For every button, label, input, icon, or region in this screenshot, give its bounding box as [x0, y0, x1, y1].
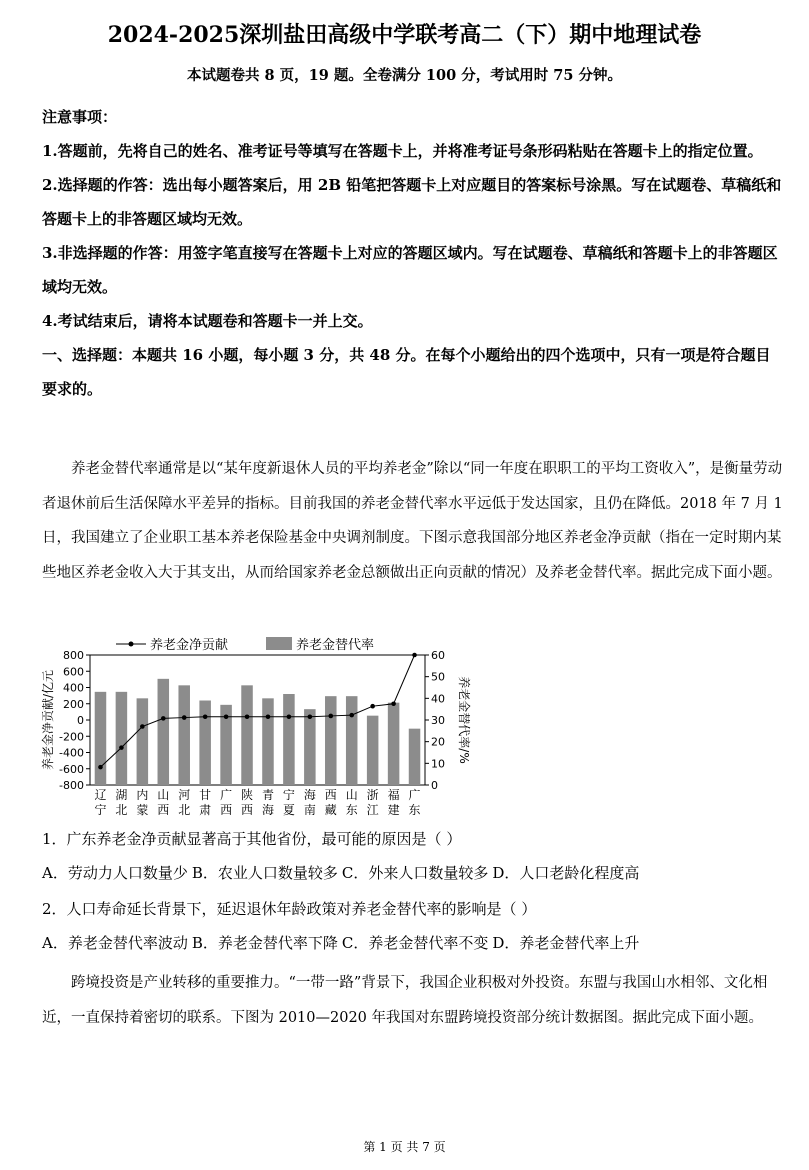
contribution-point	[161, 716, 166, 721]
note-item: 3.非选择题的作答：用签字笔直接写在答题卡上对应的答题区域内。写在试题卷、草稿纸和答题卡上的非答题区域均无效。	[42, 244, 778, 296]
category-label: 海	[303, 788, 316, 802]
option-d[interactable]: D．养老金替代率上升	[492, 934, 640, 952]
rate-bar	[304, 709, 316, 785]
category-label: 西	[157, 803, 170, 817]
category-label: 蒙	[136, 803, 149, 817]
question-options	[42, 926, 784, 960]
rate-bar	[325, 696, 337, 785]
contribution-point	[370, 704, 375, 709]
option-b[interactable]: B．养老金替代率下降	[191, 934, 338, 952]
rate-bar	[262, 698, 274, 785]
right-tick-label: 0	[431, 779, 438, 792]
rate-bar	[388, 703, 400, 785]
right-tick-label: 40	[431, 692, 445, 706]
option-a[interactable]: A．养老金替代率波动	[42, 934, 188, 952]
category-label: 东	[345, 803, 358, 817]
question-2	[42, 892, 784, 960]
contribution-point	[203, 714, 208, 719]
section-heading: 一、选择题：本题共 16 小题，每小题 3 分，共 48 分。在每个小题给出的四个选项中，只有一项是符合题目要求的。	[42, 346, 771, 398]
contribution-point	[224, 714, 229, 719]
option-c[interactable]: C．养老金替代率不变	[341, 934, 489, 952]
right-axis-ticks	[425, 649, 445, 792]
contribution-point	[391, 701, 396, 706]
left-axis-ticks	[59, 649, 90, 792]
category-label: 广	[408, 788, 421, 802]
contribution-point	[287, 714, 292, 719]
note-item: 4.考试结束后，请将本试题卷和答题卡一并上交。	[42, 312, 373, 330]
contribution-point	[349, 713, 354, 718]
question-options	[42, 856, 784, 890]
contribution-point	[266, 714, 271, 719]
category-label: 浙	[366, 788, 379, 802]
passage-text: 跨境投资是产业转移的重要推力。“一带一路”背景下，我国企业积极对外投资。东盟与我国山水相邻、文化相近，一直保持着密切的联系。下图为 2010—2020 年我国对东盟跨境投资部分统计数据图。据此完成下面小题。	[42, 975, 768, 1026]
passage-pension	[42, 452, 784, 590]
left-tick-label: 800	[63, 649, 84, 662]
contribution-point	[140, 724, 145, 729]
category-label: 西	[241, 803, 254, 817]
right-tick-label: 10	[431, 757, 445, 771]
rate-bar	[158, 679, 170, 785]
rate-bar	[367, 716, 379, 785]
rate-bar	[409, 729, 421, 785]
category-label: 山	[157, 788, 170, 802]
category-label: 东	[408, 803, 421, 817]
category-label: 宁	[282, 788, 295, 802]
rate-bar	[137, 698, 149, 785]
rate-bar	[95, 692, 107, 785]
option-c[interactable]: C．外来人口数量较多	[341, 864, 489, 882]
notes-heading: 注意事项：	[42, 108, 118, 126]
category-label: 甘	[199, 788, 212, 802]
contribution-point	[245, 714, 250, 719]
rate-bar	[346, 696, 358, 785]
category-label: 山	[345, 788, 358, 802]
category-label: 内	[136, 788, 149, 802]
chart-svg	[36, 630, 476, 820]
legend-bar-symbol	[266, 637, 292, 650]
category-label: 北	[115, 803, 128, 817]
left-tick-label: 0	[77, 714, 84, 727]
category-label: 河	[178, 788, 191, 802]
notes-section	[42, 100, 782, 406]
right-tick-label: 60	[431, 649, 445, 662]
category-label: 辽	[94, 788, 107, 802]
left-tick-label: 400	[63, 681, 84, 695]
category-label: 夏	[282, 803, 295, 817]
left-tick-label: -600	[59, 762, 84, 776]
rate-bar	[199, 701, 211, 786]
option-d[interactable]: D．人口老龄化程度高	[492, 864, 640, 882]
option-a[interactable]: A．劳动力人口数量少	[42, 864, 188, 882]
rate-bar	[178, 685, 190, 785]
left-tick-label: -200	[59, 730, 84, 744]
category-label: 湖	[115, 788, 128, 802]
option-b[interactable]: B．农业人口数量较多	[191, 864, 338, 882]
category-label: 广	[220, 788, 233, 802]
left-tick-label: -400	[59, 746, 84, 760]
category-label: 北	[178, 803, 191, 817]
bar-series	[95, 679, 421, 785]
right-axis-label: 养老金替代率/%	[457, 676, 471, 764]
category-labels	[94, 787, 420, 817]
passage-text: 养老金替代率通常是以“某年度新退休人员的平均养老金”除以“同一年度在职职工的平均工资收入”，是衡量劳动者退休前后生活保障水平差异的指标。目前我国的养老金替代率水平远低于发达国家，且仍在降低。2018 年 7 月 1 日，我国建立了企业职工基本养老保险基金中央调剂制度。下图示意我国部分地区养老金净贡献（指在一定时期内某些地区养老金收入大于其支出，从而给国家养老金总额做出正向贡献的情况）及养老金替代率。据此完成下面小题。	[42, 461, 783, 581]
category-label: 宁	[94, 803, 107, 817]
question-stem: 2．人口寿命延长背景下，延迟退休年龄政策对养老金替代率的影响是（ ）	[42, 900, 537, 918]
contribution-point	[412, 653, 417, 658]
category-label: 建	[387, 803, 400, 817]
right-tick-label: 30	[431, 714, 445, 727]
category-label: 西	[324, 788, 337, 802]
note-item: 1.答题前，先将自己的姓名、准考证号等填写在答题卡上，并将准考证号条形码粘贴在答题卡上的指定位置。	[42, 142, 763, 160]
page-footer: 第 1 页 共 7 页	[363, 1140, 446, 1154]
left-tick-label: 200	[63, 697, 84, 711]
left-tick-label: -800	[59, 779, 84, 792]
left-tick-label: 600	[63, 665, 84, 679]
question-1	[42, 822, 784, 890]
category-label: 海	[261, 803, 274, 817]
legend-label-rate: 养老金替代率	[296, 638, 375, 653]
chart-legend	[116, 637, 374, 653]
pension-chart	[36, 630, 476, 820]
exam-subtitle: 本试题卷共 8 页，19 题。全卷满分 100 分，考试用时 75 分钟。	[186, 67, 623, 84]
category-label: 南	[303, 803, 316, 817]
category-label: 福	[387, 788, 400, 802]
category-label: 陕	[241, 788, 254, 802]
right-tick-label: 50	[431, 670, 445, 684]
legend-dot-symbol	[129, 642, 134, 647]
category-label: 西	[220, 803, 233, 817]
category-label: 肃	[199, 803, 212, 817]
contribution-point	[308, 714, 313, 719]
contribution-point	[182, 715, 187, 720]
rate-bar	[116, 692, 128, 785]
right-tick-label: 20	[431, 735, 445, 749]
contribution-point	[119, 745, 124, 750]
category-label: 青	[261, 788, 274, 802]
question-stem: 1．广东养老金净贡献显著高于其他省份，最可能的原因是（ ）	[42, 830, 462, 848]
note-item: 2.选择题的作答：选出每小题答案后，用 2B 铅笔把答题卡上对应题目的答案标号涂黑。写在试题卷、草稿纸和答题卡上的非答题区域均无效。	[42, 176, 782, 228]
rate-bar	[283, 694, 295, 785]
category-label: 藏	[324, 803, 337, 817]
left-axis-label: 养老金净贡献/亿元	[41, 669, 55, 771]
legend-label-contribution: 养老金净贡献	[150, 638, 229, 653]
passage-investment	[42, 966, 784, 1035]
category-label: 江	[366, 803, 379, 817]
exam-title: 2024-2025深圳盐田高级中学联考高二（下）期中地理试卷	[107, 22, 702, 48]
contribution-point	[328, 714, 333, 719]
rate-bar	[241, 685, 253, 785]
contribution-point	[98, 765, 103, 770]
